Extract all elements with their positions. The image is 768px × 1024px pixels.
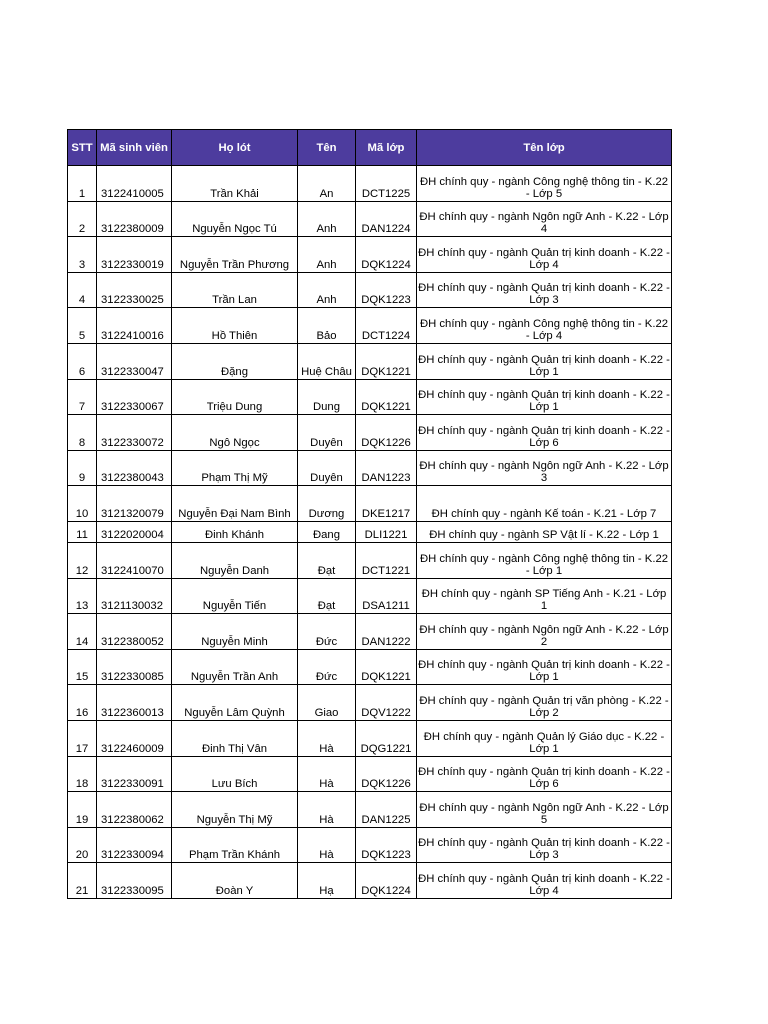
table-row [68, 308, 672, 344]
cell-class-code: DQK1221 [356, 343, 417, 379]
cell-class-name: ĐH chính quy - ngành Ngôn ngữ Anh - K.22 - Lớp 3 [417, 450, 672, 486]
cell-student-id: 3122380009 [97, 201, 172, 237]
cell-first-name: Đạt [298, 578, 356, 614]
table-row [68, 486, 672, 522]
cell-student-id: 3122380062 [97, 792, 172, 828]
student-table [67, 129, 672, 899]
cell-stt: 9 [68, 450, 97, 486]
cell-first-name: Đạt [298, 542, 356, 578]
header-class-code: Mã lớp [356, 130, 417, 166]
cell-student-id: 3122330072 [97, 415, 172, 451]
table-body [68, 166, 672, 899]
cell-middle-name: Nguyễn Trần Anh [172, 649, 298, 685]
cell-middle-name: Ngô Ngọc [172, 415, 298, 451]
table-row [68, 614, 672, 650]
cell-student-id: 3122330095 [97, 863, 172, 899]
cell-class-code: DQK1226 [356, 415, 417, 451]
cell-student-id: 3122410005 [97, 166, 172, 202]
cell-student-id: 3122360013 [97, 685, 172, 721]
cell-stt: 15 [68, 649, 97, 685]
cell-class-code: DQK1223 [356, 827, 417, 863]
cell-class-code: DAN1225 [356, 792, 417, 828]
cell-stt: 8 [68, 415, 97, 451]
table-row [68, 201, 672, 237]
cell-middle-name: Đinh Khánh [172, 521, 298, 542]
cell-first-name: Bảo [298, 308, 356, 344]
cell-first-name: Đang [298, 521, 356, 542]
cell-middle-name: Phạm Thị Mỹ [172, 450, 298, 486]
cell-class-code: DQK1221 [356, 379, 417, 415]
cell-student-id: 3122330085 [97, 649, 172, 685]
cell-middle-name: Nguyễn Minh [172, 614, 298, 650]
table-row [68, 450, 672, 486]
cell-class-name: ĐH chính quy - ngành Công nghệ thông tin - K.22 - Lớp 5 [417, 166, 672, 202]
cell-class-name: ĐH chính quy - ngành Ngôn ngữ Anh - K.22 - Lớp 4 [417, 201, 672, 237]
cell-class-code: DQG1221 [356, 720, 417, 756]
cell-first-name: Đức [298, 614, 356, 650]
table-row [68, 863, 672, 899]
cell-student-id: 3122380052 [97, 614, 172, 650]
cell-stt: 17 [68, 720, 97, 756]
cell-stt: 7 [68, 379, 97, 415]
cell-class-name: ĐH chính quy - ngành Quản trị kinh doanh - K.22 - Lớp 3 [417, 827, 672, 863]
cell-class-code: DQK1224 [356, 863, 417, 899]
cell-stt: 4 [68, 272, 97, 308]
cell-class-name: ĐH chính quy - ngành Quản trị văn phòng - K.22 - Lớp 2 [417, 685, 672, 721]
cell-middle-name: Trần Lan [172, 272, 298, 308]
cell-stt: 13 [68, 578, 97, 614]
cell-student-id: 3122410016 [97, 308, 172, 344]
cell-class-name: ĐH chính quy - ngành Công nghệ thông tin - K.22 - Lớp 4 [417, 308, 672, 344]
cell-student-id: 3122330047 [97, 343, 172, 379]
cell-middle-name: Nguyễn Lâm Quỳnh [172, 685, 298, 721]
cell-stt: 2 [68, 201, 97, 237]
cell-middle-name: Phạm Trần Khánh [172, 827, 298, 863]
cell-class-name: ĐH chính quy - ngành Quản trị kinh doanh - K.22 - Lớp 6 [417, 415, 672, 451]
cell-stt: 21 [68, 863, 97, 899]
cell-student-id: 3122330091 [97, 756, 172, 792]
cell-stt: 18 [68, 756, 97, 792]
cell-class-code: DQK1224 [356, 237, 417, 273]
cell-middle-name: Đặng [172, 343, 298, 379]
cell-class-name: ĐH chính quy - ngành SP Tiếng Anh - K.21 - Lớp 1 [417, 578, 672, 614]
cell-class-name: ĐH chính quy - ngành Công nghệ thông tin - K.22 - Lớp 1 [417, 542, 672, 578]
cell-class-code: DLI1221 [356, 521, 417, 542]
cell-first-name: Hà [298, 756, 356, 792]
cell-class-name: ĐH chính quy - ngành SP Vật lí - K.22 - Lớp 1 [417, 521, 672, 542]
table-row [68, 237, 672, 273]
cell-class-code: DQV1222 [356, 685, 417, 721]
table-row [68, 827, 672, 863]
cell-first-name: Hà [298, 827, 356, 863]
cell-student-id: 3122020004 [97, 521, 172, 542]
table-row [68, 521, 672, 542]
cell-student-id: 3122380043 [97, 450, 172, 486]
table-row [68, 343, 672, 379]
cell-class-name: ĐH chính quy - ngành Quản trị kinh doanh - K.22 - Lớp 1 [417, 379, 672, 415]
cell-class-code: DCT1224 [356, 308, 417, 344]
cell-stt: 3 [68, 237, 97, 273]
table-row [68, 685, 672, 721]
cell-class-name: ĐH chính quy - ngành Quản trị kinh doanh - K.22 - Lớp 1 [417, 343, 672, 379]
cell-first-name: Hạ [298, 863, 356, 899]
cell-stt: 19 [68, 792, 97, 828]
cell-first-name: Huệ Châu [298, 343, 356, 379]
cell-class-name: ĐH chính quy - ngành Ngôn ngữ Anh - K.22 - Lớp 5 [417, 792, 672, 828]
cell-stt: 1 [68, 166, 97, 202]
cell-stt: 5 [68, 308, 97, 344]
cell-first-name: Giao [298, 685, 356, 721]
cell-student-id: 3122330067 [97, 379, 172, 415]
cell-class-code: DQK1223 [356, 272, 417, 308]
cell-student-id: 3122330094 [97, 827, 172, 863]
table-row [68, 379, 672, 415]
cell-first-name: Duyên [298, 450, 356, 486]
cell-class-code: DAN1222 [356, 614, 417, 650]
cell-middle-name: Hồ Thiên [172, 308, 298, 344]
cell-class-name: ĐH chính quy - ngành Quản trị kinh doanh - K.22 - Lớp 1 [417, 649, 672, 685]
cell-first-name: Anh [298, 237, 356, 273]
table-row [68, 272, 672, 308]
header-middle-name: Họ lót [172, 130, 298, 166]
cell-middle-name: Đinh Thị Vân [172, 720, 298, 756]
cell-class-name: ĐH chính quy - ngành Quản trị kinh doanh - K.22 - Lớp 3 [417, 272, 672, 308]
cell-student-id: 3121320079 [97, 486, 172, 522]
cell-class-code: DCT1225 [356, 166, 417, 202]
cell-student-id: 3122460009 [97, 720, 172, 756]
cell-stt: 16 [68, 685, 97, 721]
cell-first-name: Hà [298, 720, 356, 756]
cell-class-code: DAN1224 [356, 201, 417, 237]
table-row [68, 756, 672, 792]
cell-first-name: Đức [298, 649, 356, 685]
cell-middle-name: Nguyễn Đại Nam Bình [172, 486, 298, 522]
cell-first-name: Anh [298, 272, 356, 308]
cell-class-name: ĐH chính quy - ngành Ngôn ngữ Anh - K.22 - Lớp 2 [417, 614, 672, 650]
cell-middle-name: Nguyễn Trần Phương [172, 237, 298, 273]
cell-student-id: 3122330025 [97, 272, 172, 308]
cell-first-name: Dương [298, 486, 356, 522]
cell-class-name: ĐH chính quy - ngành Quản trị kinh doanh - K.22 - Lớp 4 [417, 237, 672, 273]
cell-stt: 6 [68, 343, 97, 379]
table-row [68, 578, 672, 614]
header-student-id: Mã sinh viên [97, 130, 172, 166]
table-row [68, 792, 672, 828]
cell-middle-name: Triệu Dung [172, 379, 298, 415]
cell-student-id: 3122410070 [97, 542, 172, 578]
cell-class-name: ĐH chính quy - ngành Quản lý Giáo dục - K.22 - Lớp 1 [417, 720, 672, 756]
cell-middle-name: Nguyễn Ngọc Tú [172, 201, 298, 237]
cell-class-code: DSA1211 [356, 578, 417, 614]
table-row [68, 649, 672, 685]
cell-class-code: DAN1223 [356, 450, 417, 486]
cell-class-code: DKE1217 [356, 486, 417, 522]
cell-middle-name: Nguyễn Tiến [172, 578, 298, 614]
cell-stt: 20 [68, 827, 97, 863]
cell-class-name: ĐH chính quy - ngành Kế toán - K.21 - Lớp 7 [417, 486, 672, 522]
header-class-name: Tên lớp [417, 130, 672, 166]
cell-middle-name: Nguyễn Thị Mỹ [172, 792, 298, 828]
cell-class-name: ĐH chính quy - ngành Quản trị kinh doanh - K.22 - Lớp 4 [417, 863, 672, 899]
table-row [68, 166, 672, 202]
header-stt: STT [68, 130, 97, 166]
cell-class-name: ĐH chính quy - ngành Quản trị kinh doanh - K.22 - Lớp 6 [417, 756, 672, 792]
cell-stt: 11 [68, 521, 97, 542]
cell-class-code: DCT1221 [356, 542, 417, 578]
cell-middle-name: Trần Khải [172, 166, 298, 202]
cell-first-name: Anh [298, 201, 356, 237]
cell-student-id: 3121130032 [97, 578, 172, 614]
table-row [68, 720, 672, 756]
cell-stt: 10 [68, 486, 97, 522]
cell-first-name: Duyên [298, 415, 356, 451]
cell-first-name: Dung [298, 379, 356, 415]
cell-class-code: DQK1226 [356, 756, 417, 792]
table-row [68, 542, 672, 578]
header-first-name: Tên [298, 130, 356, 166]
cell-stt: 12 [68, 542, 97, 578]
cell-first-name: Hà [298, 792, 356, 828]
cell-class-code: DQK1221 [356, 649, 417, 685]
cell-middle-name: Nguyễn Danh [172, 542, 298, 578]
cell-middle-name: Đoàn Y [172, 863, 298, 899]
cell-stt: 14 [68, 614, 97, 650]
table-header-row [68, 130, 672, 166]
cell-student-id: 3122330019 [97, 237, 172, 273]
cell-first-name: An [298, 166, 356, 202]
table-row [68, 415, 672, 451]
cell-middle-name: Lưu Bích [172, 756, 298, 792]
